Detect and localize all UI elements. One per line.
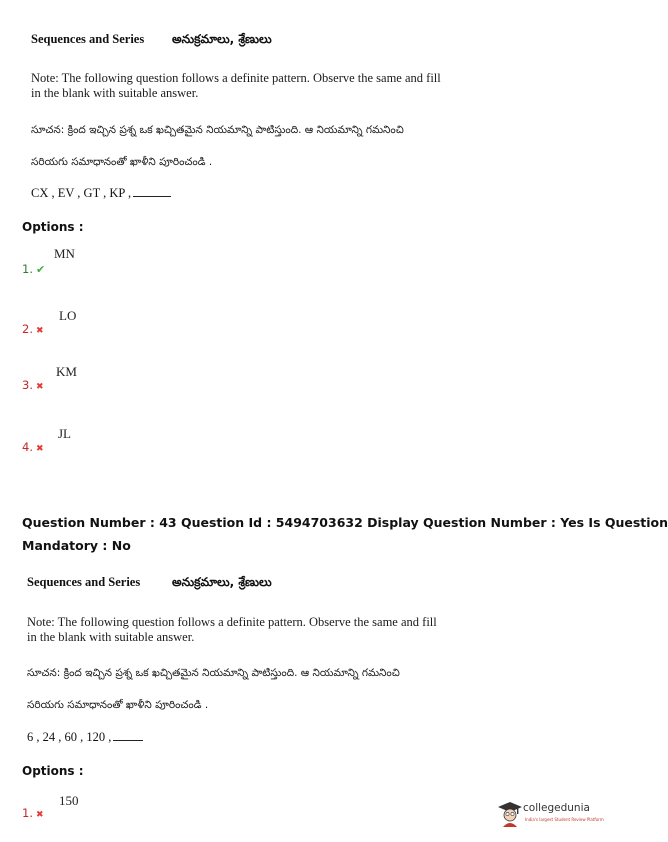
telugu-instruction-line-1: సూచన: క్రింద ఇచ్చిన ప్రశ్న ఒక ఖచ్చితమైన నియమాన్ని పాటిస్తుంది. ఆ నియమాన్ని గమనించి xyxy=(27,667,400,679)
question-series: CX , EV , GT , KP , xyxy=(31,186,132,200)
telugu-instruction-line-1: సూచన: క్రింద ఇచ్చిన ప్రశ్న ఒక ఖచ్చితమైన నియమాన్ని పాటిస్తుంది. ఆ నియమాన్ని గమనించి xyxy=(31,124,404,136)
logo-tagline: India's largest Student Review Platform xyxy=(525,817,604,822)
answer-blank xyxy=(113,740,143,741)
note-line-2: in the blank with suitable answer. xyxy=(27,630,195,644)
check-icon: ✔ xyxy=(35,263,46,276)
option-4-value: JL xyxy=(58,426,71,441)
cross-icon: ✖ xyxy=(35,382,44,392)
logo-brand: collegedunia xyxy=(523,802,590,814)
topic-telugu: అనుక్రమాలు, శ్రేణులు xyxy=(172,32,272,46)
option-1-value: MN xyxy=(54,246,75,261)
question-text xyxy=(27,730,143,745)
graduate-mascot-icon xyxy=(496,800,524,828)
options-label: Options : xyxy=(22,764,84,778)
option-2 xyxy=(22,318,44,337)
note-line-1: Note: The following question follows a definite pattern. Observe the same and fill xyxy=(31,71,441,85)
topic-english: Sequences and Series xyxy=(27,575,141,589)
question-meta-line-2: Mandatory : No xyxy=(22,538,131,553)
topic-english: Sequences and Series xyxy=(31,32,145,46)
question-meta-line-1: Question Number : 43 Question Id : 5494703632 Display Question Number : Yes Is Question xyxy=(22,515,668,530)
telugu-instruction-line-2: సరియగు సమాధానంతో ఖాళీని పూరించండి . xyxy=(31,156,213,168)
telugu-instruction-line-2: సరియగు సమాధానంతో ఖాళీని పూరించండి . xyxy=(27,699,209,711)
cross-icon: ✖ xyxy=(35,326,44,336)
options-label: Options : xyxy=(22,220,84,234)
option-number: 4. xyxy=(22,440,33,454)
note-line-2: in the blank with suitable answer. xyxy=(31,86,199,100)
option-4 xyxy=(22,436,44,455)
cross-icon: ✖ xyxy=(35,444,44,454)
option-3 xyxy=(22,374,44,393)
option-number: 3. xyxy=(22,378,33,392)
note-line-1: Note: The following question follows a definite pattern. Observe the same and fill xyxy=(27,615,437,629)
option-1 xyxy=(22,258,45,277)
topic-telugu: అనుక్రమాలు, శ్రేణులు xyxy=(172,575,272,589)
option-3-value: KM xyxy=(56,364,77,379)
question-text xyxy=(31,186,171,201)
answer-blank xyxy=(133,196,171,197)
question-series: 6 , 24 , 60 , 120 , xyxy=(27,730,112,744)
option-2-value: LO xyxy=(59,308,77,323)
cross-icon: ✖ xyxy=(35,810,44,820)
option-number: 1. xyxy=(22,806,33,820)
option-number: 2. xyxy=(22,322,33,336)
option-1-value: 150 xyxy=(59,793,79,808)
option-1 xyxy=(22,802,44,821)
collegedunia-logo xyxy=(496,800,604,828)
option-number: 1. xyxy=(22,262,33,276)
